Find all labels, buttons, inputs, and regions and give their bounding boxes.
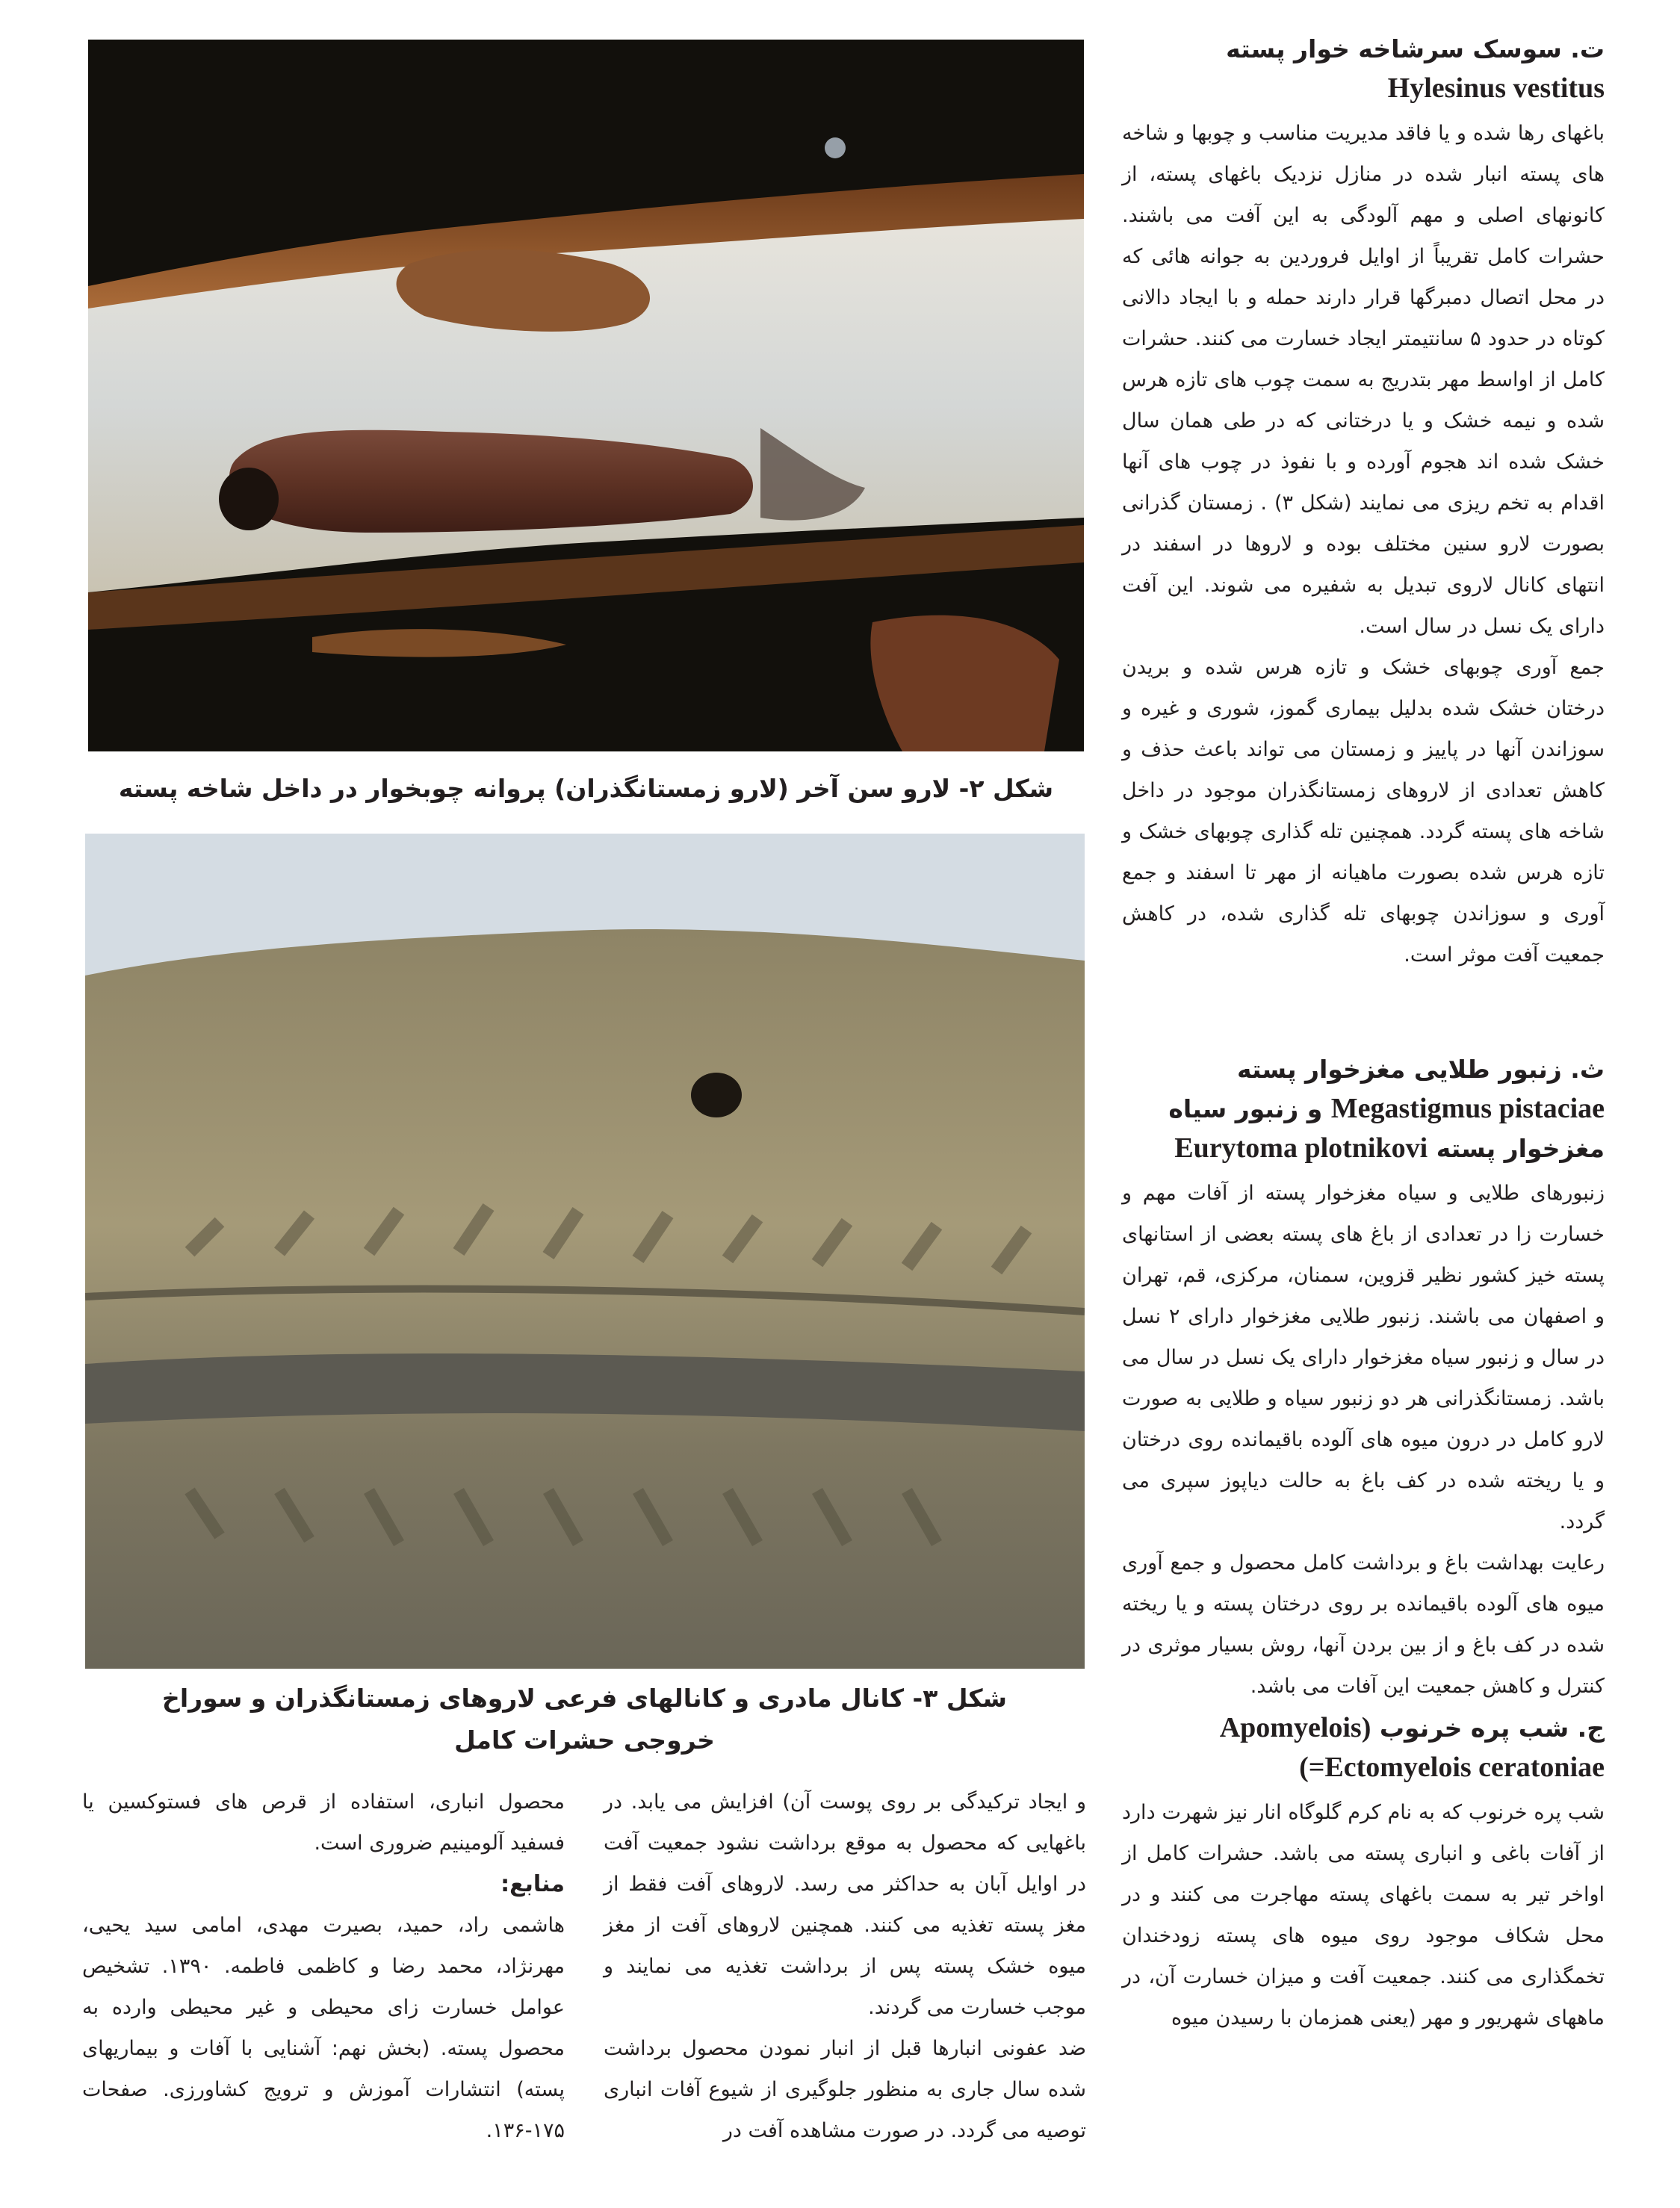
- section-j-heading-fa: ج. شب پره خرنوب: [1379, 1714, 1605, 1743]
- section-t-heading-fa: ت. سوسک سرشاخه خوار پسته: [1226, 34, 1605, 63]
- left-para-1: محصول انباری، استفاده از قرص های فستوکسین یا فسفید آلومینیم ضروری است.: [82, 1790, 565, 1855]
- section-th-heading: [1122, 1050, 1605, 1168]
- right-column: [1122, 30, 1605, 2038]
- section-t-para-2: جمع آوری چوبهای خشک و تازه هرس شده و بریدن درختان خشک شده بدلیل بیماری گموز، شوری و غیره و سوزاندن آنها در پاییز و زمستان می تواند باعث حذف و کاهش تعدادی از لاروهای زمستانگذران موجود در داخل شاخه های پسته گردد. همچنین تله گذاری چوبهای خشک و تازه هرس شده بصورت ماهیانه از مهر تا اسفند و جمع آوری و سوزاندن چوبهای تله گذاری شده، در کاهش جمعیت آفت موثر است.: [1122, 656, 1605, 967]
- section-th-body: [1122, 1173, 1605, 1707]
- section-j-para-1: شب پره خرنوب که به نام کرم گلوگاه انار نیز شهرت دارد از آفات باغی و انباری پسته می باشد. حشرات کامل از اواخر تیر به سمت باغهای پسته مهاجرت می کنند و در محل شکاف موجود روی میوه های پسته زودخندان تخمگذاری می کنند. جمعیت آفت و میزان خسارت آن، در ماههای شهریور و مهر (یعنی همزمان با رسیدن میوه: [1122, 1801, 1605, 2029]
- section-th-heading-latin-1: Megastigmus pistaciae: [1330, 1093, 1605, 1124]
- references-title: منابع:: [500, 1871, 565, 1897]
- section-j-body: [1122, 1792, 1605, 2038]
- section-th-para-1: زنبورهای طلایی و سیاه مغزخوار پسته از آفات مهم و خسارت زا در تعدادی از باغ های پسته بعضی از استانهای پسته خیز کشور نظیر قزوین، سمنان، مرکزی، قم، تهران و اصفهان می باشند. زنبور طلایی مغزخوار دارای ۲ نسل در سال و زنبور سیاه مغزخوار دارای یک نسل در سال می باشد. زمستانگذرانی هر دو زنبور سیاه و طلایی به صورت لارو کامل در درون میوه های آلوده باقیمانده روی درختان و یا ریخته شده در کف باغ به حالت دیاپوز سپری می گردد.: [1122, 1182, 1605, 1533]
- figure-2-photo: [88, 40, 1084, 751]
- section-t-heading-latin: Hylesinus vestitus: [1387, 72, 1605, 104]
- section-t-heading: [1122, 30, 1605, 108]
- middle-para-1: و ایجاد ترکیدگی بر روی پوست آن) افزایش می یابد. در باغهایی که محصول به موقع برداشت نشود جمعیت آفت در اوایل آبان به حداکثر می رسد. لاروهای آفت فقط از مغز پسته تغذیه می کنند. همچنین لاروهای آفت از مغز میوه خشک پسته پس از برداشت تغذیه می نمایند و موجب خسارت می گردند.: [604, 1790, 1086, 2019]
- section-t-para-1: باغهای رها شده و یا فاقد مدیریت مناسب و چوبها و شاخه های پسته انبار شده در منازل نزدیک باغهای پسته، از کانونهای اصلی و مهم آلودگی به این آفت می باشند. حشرات کامل تقریباً از اوایل فروردین به جوانه هائی که در محل اتصال دمبرگها قرار دارند حمله و با ایجاد دالانی کوتاه در حدود ۵ سانتیمتر ایجاد خسارت می کنند. حشرات کامل از اواسط مهر بتدریج به سمت چوب های تازه هرس شده و نیمه خشک و یا درختانی که در طی همان سال خشک شده اند هجوم آورده و با نفوذ در چوب های آنها اقدام به تخم ریزی می نمایند (شکل ۳) . زمستان گذرانی بصورت لارو سنین مختلف بوده و لاروها در اسفند در انتهای کانال لاروی تبدیل به شفیره می شوند. این آفت دارای یک نسل در سال است.: [1122, 122, 1605, 638]
- section-j-heading-latin: (Apomyelois (=Ectomyelois ceratoniae: [1219, 1712, 1605, 1783]
- middle-column: [604, 1781, 1086, 2151]
- section-th-para-2: رعایت بهداشت باغ و برداشت کامل محصول و جمع آوری میوه های آلوده باقیمانده بر روی درختان پسته و یا ریخته شده در کف باغ و از بین بردن آنها، روش بسیار موثری در کنترل و کاهش جمعیت این آفات می باشد.: [1122, 1551, 1605, 1698]
- figure-2-caption: شکل ۲- لارو سن آخر (لارو زمستانگذران) پروانه چوبخوار در داخل شاخه پسته: [118, 774, 1054, 803]
- figure-3-caption: شکل ۳- کانال مادری و کانالهای فرعی لاروهای زمستانگذران و سوراخ خروجی حشرات کامل: [162, 1684, 1007, 1755]
- section-th-heading-latin-2: Eurytoma plotnikovi: [1174, 1132, 1428, 1164]
- left-column: [82, 1781, 565, 2151]
- section-j-heading: [1122, 1708, 1605, 1787]
- section-t-body: [1122, 113, 1605, 976]
- larva-in-branch-image: [88, 40, 1084, 751]
- figure-3-photo: [85, 834, 1085, 1669]
- references-text: هاشمی راد، حمید، بصیرت مهدی، امامی سید یحیی، مهرنژاد، محمد رضا و کاظمی فاطمه. ۱۳۹۰. تشخیص عوامل خسارت زای محیطی و غیر محیطی وارده به محصول پسته. (بخش نهم: آشنایی با آفات و بیماریهای پسته) انتشارات آموزش و ترویج کشاورزی. صفحات ۱۷۵-۱۳۶.: [82, 1914, 565, 2142]
- gallery-tunnels-image: [85, 834, 1085, 1669]
- middle-para-2: ضد عفونی انبارها قبل از انبار نمودن محصول برداشت شده سال جاری به منظور جلوگیری از شیوع آفات انباری توصیه می گردد. در صورت مشاهده آفت در: [604, 2037, 1086, 2142]
- section-th-heading-fa-2: و زنبور سیاه مغزخوار پسته: [1168, 1094, 1605, 1163]
- section-th-heading-fa-1: ث. زنبور طلایی مغزخوار پسته: [1237, 1055, 1605, 1084]
